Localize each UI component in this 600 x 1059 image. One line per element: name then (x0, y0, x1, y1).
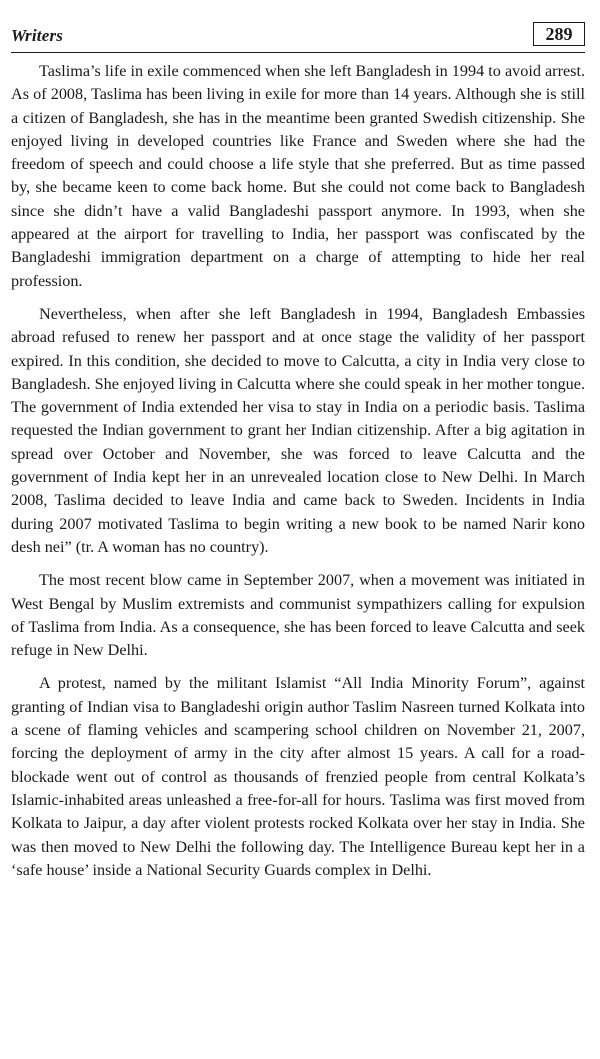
header-rule (11, 52, 585, 53)
running-head (11, 22, 585, 52)
paragraph-2: Nevertheless, when after she left Bangladesh in 1994, Bangladesh Embassies abroad refused to renew her passport and at once stage the validity of her passport expired. In this condition, she decided to move to Calcutta, a city in India very close to Bangladesh. She enjoyed living in Calcutta where she could speak in her mother tongue. The government of India extended her visa to stay in India on a periodic basis. Taslima requested the Indian government to grant her Indian citizenship. After a big agitation in spread over October and November, she was forced to leave Calcutta and the government of India kept her in an unrevealed location close to New Delhi. In March 2008, Taslima decided to leave India and came back to Sweden. Incidents in India during 2007 motivated Taslima to begin writing a new book to be named Narir kono desh nei” (tr. A woman has no country). (11, 304, 585, 556)
paragraph-3: The most recent blow came in September 2007, when a movement was initiated in West Bengal by Muslim extremists and communist sympathizers calling for expulsion of Taslima from India. As a consequence, she has been forced to leave Calcutta and seek refuge in New Delhi. (11, 571, 585, 660)
page-number: 289 (533, 22, 585, 46)
paragraph-1: Taslima’s life in exile commenced when she left Bangladesh in 1994 to avoid arrest. As of 2008, Taslima has been living in exile for more than 14 years. Although she is still a citizen of Bangladesh, she has in the meantime been granted Swedish citizenship. She enjoyed living in developed countries like France and Sweden where she had the freedom of speech and could choose a life style that she preferred. But as time passed by, she became keen to come back home. But she could not come back to Bangladesh since she didn’t have a valid Bangladeshi passport anymore. In 1993, when she appeared at the airport for travelling to India, her passport was confiscated by the Bangladeshi immigration department on a charge of attempting to hide her real profession. (11, 62, 585, 290)
paragraph-4: A protest, named by the militant Islamist “All India Minority Forum”, against granting of Indian visa to Bangladeshi origin author Taslim Nasreen turned Kolkata into a scene of flaming vehicles and scampering school children on November 21, 2007, forcing the deployment of army in the city after almost 15 years. A call for a road-blockade went out of control as thousands of frenzied people from central Kolkata’s Islamic-inhabited areas unleashed a free-for-all for hours. Taslima was first moved from Kolkata to Jaipur, a day after violent protests rocked Kolkata over her stay in India. She was then moved to New Delhi the following day. The Intelligence Bureau kept her in a ‘safe house’ inside a National Security Guards complex in Delhi. (11, 674, 585, 879)
running-title: Writers (11, 26, 64, 45)
body-text (11, 60, 585, 892)
